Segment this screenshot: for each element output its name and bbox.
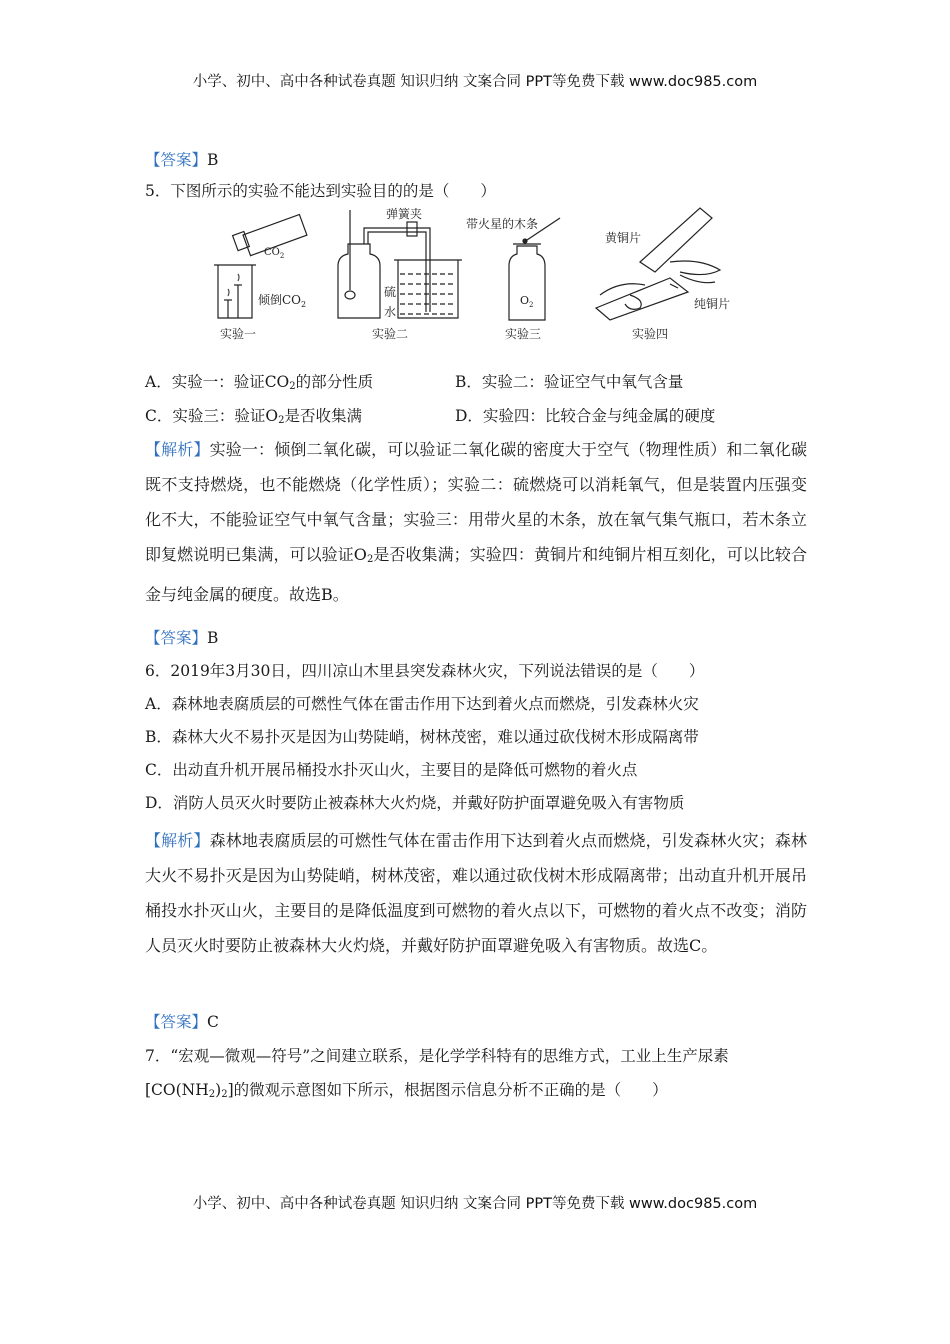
exp2-diagram [338, 210, 462, 318]
brass-label: 黄铜片 [605, 231, 642, 245]
water-label: 水 [384, 305, 397, 319]
answer-value: B [207, 151, 219, 169]
q5-option-a: A．实验一：验证$CO_2$的部分性质 [145, 373, 374, 392]
q6-option-c: C．出动直升机开展吊桶投水扑灭山火，主要目的是降低可燃物的着火点 [145, 761, 638, 779]
page-footer: 小学、初中、高中各种试卷真题 知识归纳 文案合同 PPT等免费下载 www.doc985.com [192, 1196, 758, 1212]
q6-option-b: B．森林大火不易扑灭是因为山势陡峭，树林茂密，难以通过砍伐树木形成隔离带 [145, 728, 699, 746]
sulfur-label: 硫 [384, 285, 397, 299]
q7-stem-line1: 7．“宏观—微观—符号”之间建立联系，是化学学科特有的思维方式，工业上生产尿素 [145, 1047, 729, 1065]
q6-option-a: A．森林地表腐质层的可燃性气体在雷击作用下达到着火点而燃烧，引发森林火灾 [145, 695, 699, 713]
o2-bottle-label: $O_2$ [520, 294, 534, 309]
q6-stem: 6．2019年3月30日，四川凉山木里县突发森林火灾，下列说法错误的是（ ） [145, 662, 705, 680]
pour-co2-label: 倾倒$CO_2$ [258, 293, 307, 309]
q6-option-d: D．消防人员灭火时要防止被森林大火灼烧，并戴好防护面罩避免吸入有害物质 [145, 794, 685, 812]
exp4-label: 实验四 [632, 327, 669, 341]
exp1-label: 实验一 [220, 327, 257, 341]
page-header: 小学、初中、高中各种试卷真题 知识归纳 文案合同 PPT等免费下载 www.doc985.com [192, 74, 758, 90]
exp3-label: 实验三 [505, 327, 542, 341]
q5-experiment-figure [200, 200, 760, 350]
q5-option-c: C．实验三：验证$O_2$是否收集满 [145, 407, 362, 426]
splint-label: 带火星的木条 [466, 217, 539, 231]
spring-clip-label: 弹簧夹 [386, 207, 423, 221]
pure-copper-label: 纯铜片 [694, 297, 731, 311]
q6-analysis: 【解析】森林地表腐质层的可燃性气体在雷击作用下达到着火点而燃烧，引发森林火灾；森林大火不易扑灭是因为山势陡峭，树林茂密，难以通过砍伐树木形成隔离带；出动直升机开展吊桶投水扑灭山火，主要目的是降低温度到可燃物的着火点以下，可燃物的着火点不改变；消防人员灭火时要防止被森林大火灼烧，并戴好防护面罩避免吸入有害物质。故选C。 [145, 831, 807, 955]
q5-answer: 【答案】B [145, 629, 219, 647]
q5-stem: 5．下图所示的实验不能达到实验目的的是（ ） [145, 182, 496, 200]
q7-stem-line2: $[CO(NH_2)_2]$的微观示意图如下所示，根据图示信息分析不正确的是（ ） [145, 1081, 668, 1100]
q6-answer: 【答案】C [145, 1013, 219, 1031]
q4-answer [145, 150, 218, 170]
q5-analysis: 【解析】实验一：倾倒二氧化碳，可以验证二氧化碳的密度大于空气（物理性质）和二氧化碳既不支持燃烧，也不能燃烧（化学性质）；实验二：硫燃烧可以消耗氧气，但是装置内压强变化不大，不能验证空气中氧气含量；实验三：用带火星的木条，放在氧气集气瓶口，若木条立即复燃说明已集满，可以验证$O_2$是否收集满；实验四：黄铜片和纯铜片相互刻化，可以比较合金与纯金属的硬度。故选B。 [145, 440, 807, 604]
exp2-label: 实验二 [372, 327, 409, 341]
exp3-diagram [509, 218, 560, 320]
co2-bottle-label: $CO_2$ [264, 247, 285, 260]
q5-option-b: B．实验二：验证空气中氧气含量 [455, 373, 684, 391]
answer-tag: 【答案】 [145, 151, 208, 169]
q5-option-d: D．实验四：比较合金与纯金属的硬度 [455, 407, 716, 425]
analysis-tag: 【解析】 [145, 440, 210, 459]
